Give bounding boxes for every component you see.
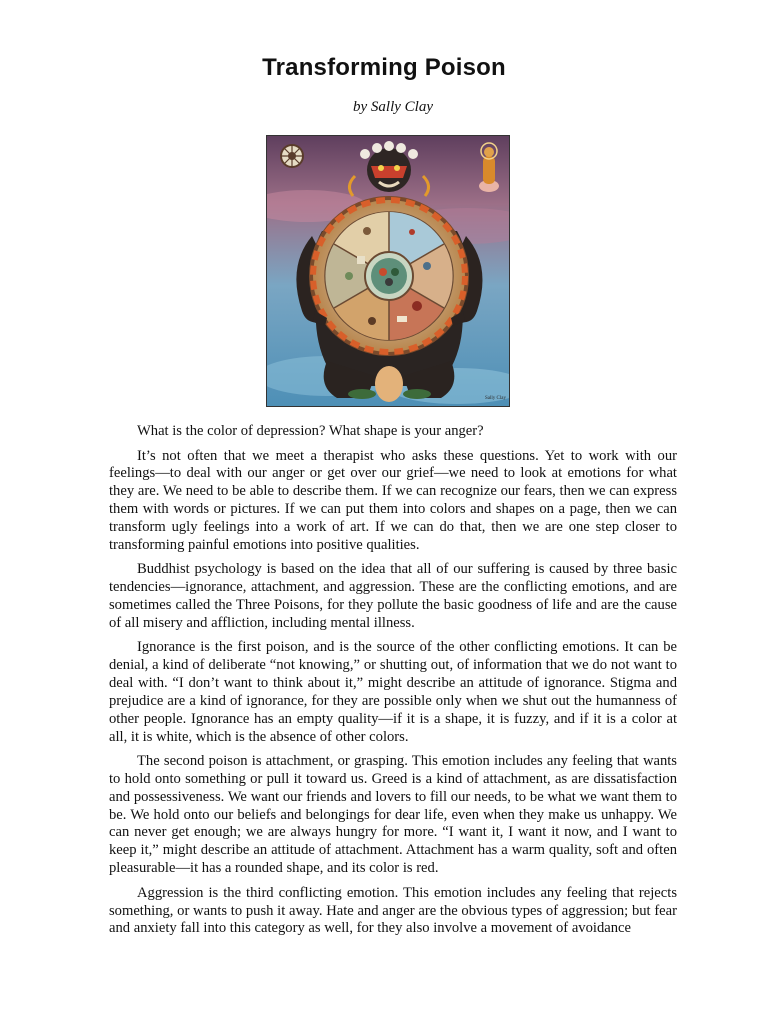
dharma-wheel-icon — [281, 145, 303, 167]
paragraph: What is the color of depression? What shape is your anger? — [137, 423, 484, 439]
paragraph: The second poison is attachment, or grasping. This emotion includes any feeling that wants to hold onto something or pull it toward us. Greed is a kind of attachment, as are dissatisfaction and possessiveness. We want our friends and lovers to fill our needs, to be what we want them to be. We hold onto our beliefs and belongings for dear life, even when they make us unhappy. We can never get enough; we are always hungry for more. “I want it, I want it now, and I want to keep it,” might describe an attitude of attachment. Attachment has a warm quality, soft and often pleasurable—it has a rounded shape, and its color is red. — [109, 753, 677, 877]
author-byline: by Sally Clay — [353, 99, 433, 115]
painting-signature: Sally Clay — [485, 396, 506, 401]
wheel-of-life — [309, 196, 469, 356]
wheel-of-life-painting — [266, 135, 510, 407]
paragraph: It’s not often that we meet a therapist who asks these questions. Yet to work with our feelings—to deal with our anger or get over our grief—we need to look at emotions for what they are. We need to be able to describe them. If we can recognize our fears, then we can express them with words or pictures. If we can put them into colors and shapes on a page, then we can transform ugly feelings into a work of art. If we can do that, then we are one step closer to transforming painful emotions into positive qualities. — [109, 447, 677, 553]
paragraph: Aggression is the third conflicting emotion. This emotion includes any feeling that rejects something, or wants to push it away. Hate and anger are the obvious types of aggression; but fear and anxiety fall into this category as well, for they also involve a movement of avoidance — [109, 884, 677, 937]
paragraph: Buddhist psychology is based on the idea that all of our suffering is caused by three basic tendencies—ignorance, attachment, and aggression. These are the conflicting emotions, and are sometimes called the Three Poisons, for they pollute the basic goodness of life and are the cause of all misery and affliction, including mental illness. — [109, 561, 677, 631]
article-body — [109, 423, 677, 945]
paragraph: Ignorance is the first poison, and is the source of the other conflicting emotions. It can be denial, a kind of deliberate “not knowing,” or shutting out, of information that we do not want to deal with. “I don’t want to think about it,” might describe an attitude of ignorance. Stigma and prejudice are a kind of ignorance, for they are possible only when we shut out the humanness of other people. Ignorance has an empty quality—if it is a shape, it is fuzzy, and if it is a color at all, it is white, which is the absence of other colors. — [109, 639, 677, 745]
document-title: Transforming Poison — [262, 54, 506, 81]
